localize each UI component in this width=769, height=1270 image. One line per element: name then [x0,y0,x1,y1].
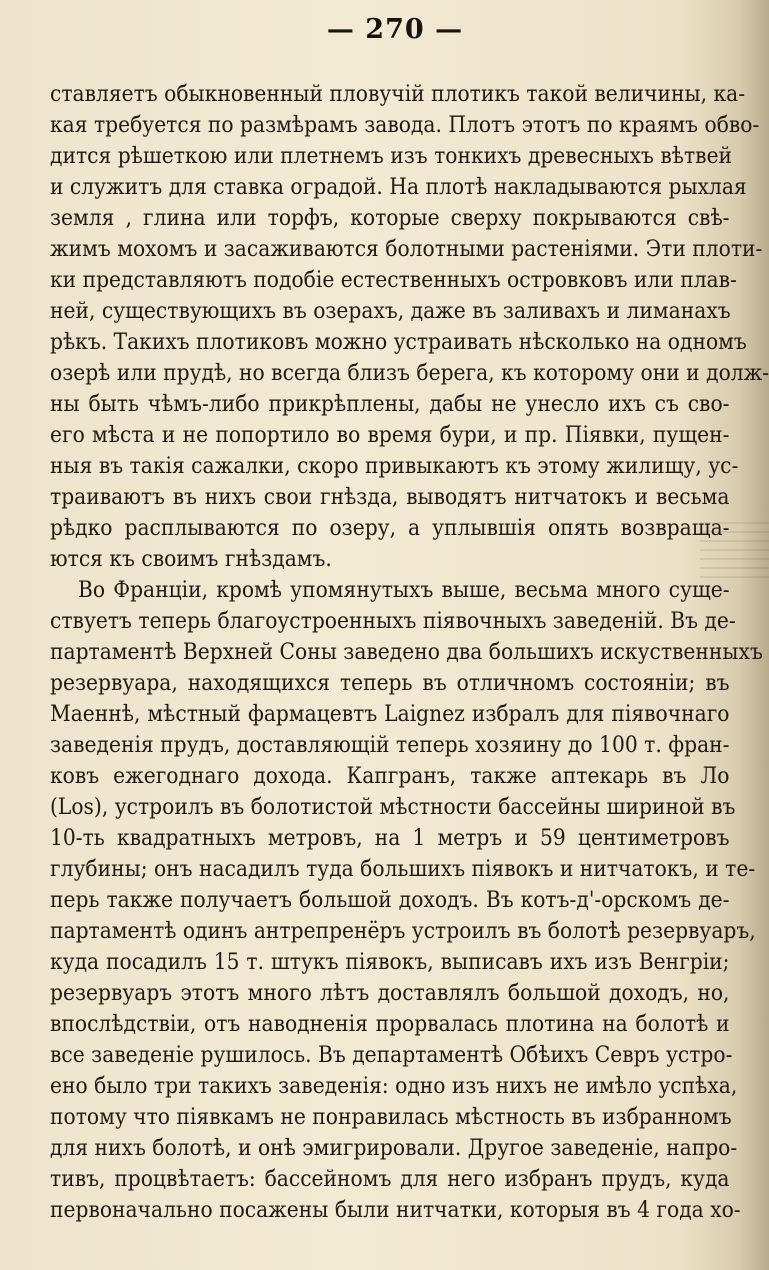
text-line: ствуетъ теперь благоустроенныхъ піявочныхъ заведеній. Въ де- [50,608,736,634]
text-line: озерѣ или прудѣ, но всегда близъ берега, къ которому они и долж- [50,360,769,386]
text-line: рѣдко расплываются по озеру, а уплывшія опять возвраща- [50,515,730,541]
text-line: Во Франціи, кромѣ упомянутыхъ выше, весьма много суще- [78,577,730,603]
text-line: для нихъ болотѣ, и онѣ эмигрировали. Другое заведеніе, напро- [50,1135,738,1161]
text-line: перь также получаетъ большой доходъ. Въ котъ-д'-орскомъ де- [50,887,730,913]
text-line: ставляетъ обыкновенный пловучій плотикъ такой величины, ка- [50,81,746,107]
text-line: и служитъ для ставка оградой. На плотѣ накладываются рыхлая [50,174,747,200]
text-line: ки представляютъ подобіе естественныхъ островковъ или плав- [50,267,737,293]
text-line: дится рѣшеткою или плетнемъ изъ тонкихъ древесныхъ вѣтвей [50,143,733,169]
text-line: тивъ, процвѣтаетъ: бассейномъ для него избранъ прудъ, куда [50,1166,730,1192]
text-line: партаментѣ Верхней Соны заведено два большихъ искуственныхъ [50,639,763,665]
text-line: потому что піявкамъ не понравилась мѣстность въ избранномъ [50,1104,732,1130]
text-line: ны быть чѣмъ-либо прикрѣплены, дабы не унесло ихъ съ сво- [50,391,730,417]
text-line: ено было три такихъ заведенія: одно изъ нихъ не имѣло успѣха, [50,1073,738,1099]
text-line: рѣкъ. Такихъ плотиковъ можно устраивать нѣсколько на одномъ [50,329,747,355]
text-line: жимъ мохомъ и засаживаются болотными растеніями. Эти плоти- [50,236,763,262]
text-line: партаментѣ одинъ антрепренёръ устроилъ въ болотѣ резервуаръ, [50,918,756,944]
text-line: заведенія прудъ, доставляющій теперь хозяину до 100 т. фран- [50,732,730,758]
text-line: впослѣдствіи, отъ наводненія прорвалась плотина на болотѣ и [50,1011,730,1037]
text-line: ковъ ежегоднаго дохода. Капгранъ, также аптекарь въ Ло [50,763,730,789]
page-number: — 270 — [326,14,464,45]
text-line: 10-ть квадратныхъ метровъ, на 1 метръ и 59 центиметровъ [50,825,730,851]
text-line: траиваютъ въ нихъ свои гнѣзда, выводятъ нитчатокъ и весьма [50,484,730,510]
text-line: (Los), устроилъ въ болотистой мѣстности бассейны шириной въ [50,794,736,820]
text-line: ныя въ такія сажалки, скоро привыкаютъ къ этому жилищу, ус- [50,453,739,479]
text-line: земля , глина или торфъ, которые сверху покрываются свѣ- [50,205,730,231]
text-line: ней, существующихъ въ озерахъ, даже въ заливахъ и лиманахъ [50,298,731,324]
text-line: Маеннѣ, мѣстный фармацевтъ Laignez избралъ для піявочнаго [50,701,730,727]
text-line: все заведеніе рушилось. Въ департаментѣ Обѣихъ Севръ устро- [50,1042,733,1068]
text-line: куда посадилъ 15 т. штукъ піявокъ, выписавъ ихъ изъ Венгріи; [50,949,730,975]
text-line: кая требуется по размѣрамъ завода. Плотъ этотъ по краямъ обво- [50,112,760,138]
text-line: резервуара, находящихся теперь въ отличномъ состояніи; въ [50,670,730,696]
text-line: ются къ своимъ гнѣздамъ. [50,546,332,572]
text-line: его мѣста и не попортило во время бури, и пр. Піявки, пущен- [50,422,730,448]
text-line: первоначально посажены были нитчатки, которыя въ 4 года хо- [50,1197,741,1223]
text-line: резервуаръ этотъ много лѣтъ доставлялъ большой доходъ, но, [50,980,730,1006]
text-line: глубины; онъ насадилъ туда большихъ піявокъ и нитчатокъ, и те- [50,856,756,882]
